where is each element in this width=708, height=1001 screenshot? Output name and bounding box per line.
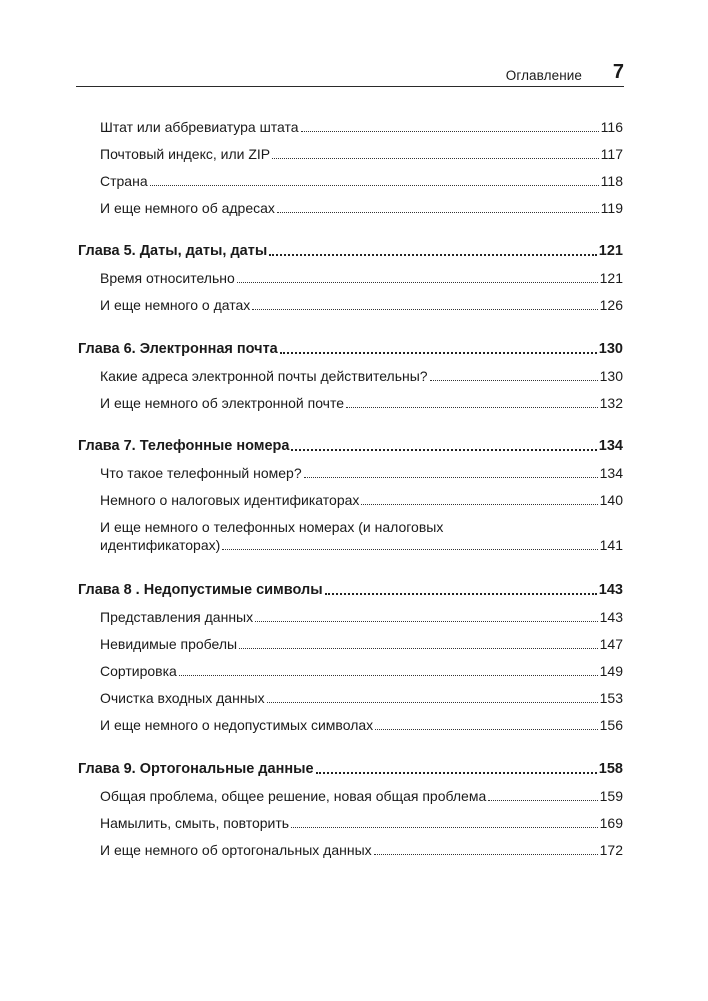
toc-entry — [100, 814, 623, 832]
section-title: Оглавление — [505, 68, 582, 83]
dot-leader — [269, 253, 597, 256]
toc-chapter-9 — [78, 760, 623, 778]
dot-leader — [277, 211, 599, 213]
toc-entry — [100, 689, 623, 707]
dot-leader — [374, 853, 598, 855]
toc-entry — [100, 394, 623, 412]
toc-entry — [100, 118, 623, 136]
toc-entry — [100, 635, 623, 653]
dot-leader — [237, 281, 598, 283]
toc-entry-title: Немного о налоговых идентификаторах — [100, 492, 360, 508]
toc-entry-title: Представления данных — [100, 609, 254, 625]
dot-leader — [252, 308, 597, 310]
chapter-title: Глава 8 . Недопустимые символы — [78, 582, 323, 598]
toc-chapter-8 — [78, 581, 623, 599]
chapter-title: Глава 6. Электронная почта — [78, 341, 278, 357]
toc-entry-page: 143 — [599, 609, 623, 625]
toc-entry — [100, 464, 623, 482]
chapter-title: Глава 7. Телефонные номера — [78, 438, 290, 454]
dot-leader — [316, 771, 597, 774]
dot-leader — [361, 503, 597, 505]
toc-entry-page: 153 — [599, 690, 623, 706]
chapter-page: 143 — [598, 582, 623, 598]
toc-entry-page: 134 — [599, 465, 623, 481]
toc-chapter-6 — [78, 340, 623, 358]
toc-entry — [100, 296, 623, 314]
toc-entry-page: 147 — [599, 636, 623, 652]
dot-leader — [346, 406, 598, 408]
toc-entry-title: И еще немного об адресах — [100, 200, 275, 216]
dot-leader — [280, 351, 597, 354]
toc-entry-page: 119 — [600, 200, 623, 216]
running-header — [76, 60, 624, 87]
toc-entry-page: 169 — [599, 815, 623, 831]
toc-entry-page: 118 — [600, 173, 623, 189]
toc-entry-line2 — [100, 536, 623, 554]
toc-entry-page: 126 — [599, 297, 623, 313]
dot-leader — [488, 799, 597, 801]
toc-entry — [100, 145, 623, 163]
toc-entry-multiline — [100, 518, 623, 554]
dot-leader — [239, 647, 598, 649]
toc-entry-title: И еще немного об электронной почте — [100, 395, 345, 411]
toc-entry-title: Почтовый индекс, или ZIP — [100, 146, 271, 162]
toc-entry-title: Общая проблема, общее решение, новая общая проблема — [100, 788, 487, 804]
chapter-page: 134 — [598, 438, 623, 454]
dot-leader — [222, 548, 597, 550]
toc-entry — [100, 608, 623, 626]
dot-leader — [301, 130, 599, 132]
toc-chapter-7 — [78, 437, 623, 455]
toc-entry-page: 141 — [599, 537, 623, 553]
toc-entry — [100, 172, 623, 190]
toc-entry-page: 156 — [599, 717, 623, 733]
toc-entry-page: 172 — [599, 842, 623, 858]
toc-entry-page: 140 — [599, 492, 623, 508]
dot-leader — [291, 826, 598, 828]
toc-entry-title: Невидимые пробелы — [100, 636, 238, 652]
toc-entry — [100, 269, 623, 287]
toc-entry-title: Страна — [100, 173, 148, 189]
chapter-page: 158 — [598, 761, 623, 777]
toc-entry-title: Какие адреса электронной почты действительны? — [100, 368, 428, 384]
toc-entry-title-line2: идентификаторах) — [100, 537, 221, 553]
toc-entry-title: Время относительно — [100, 270, 235, 286]
dot-leader — [375, 728, 597, 730]
toc-entry-title: Сортировка — [100, 663, 177, 679]
toc-entry-title: Очистка входных данных — [100, 690, 265, 706]
chapter-page: 121 — [598, 243, 623, 259]
dot-leader — [325, 592, 597, 595]
toc-entry — [100, 841, 623, 859]
toc-entry — [100, 662, 623, 680]
toc-entry — [100, 787, 623, 805]
toc-entry-page: 149 — [599, 663, 623, 679]
toc-entry-title: И еще немного об ортогональных данных — [100, 842, 372, 858]
toc-entry-page: 121 — [599, 270, 623, 286]
toc-entry-title: Штат или аббревиатура штата — [100, 119, 299, 135]
toc-entry — [100, 199, 623, 217]
toc-entry-page: 130 — [599, 368, 623, 384]
dot-leader — [430, 379, 598, 381]
toc-entry-page: 132 — [599, 395, 623, 411]
chapter-page: 130 — [598, 341, 623, 357]
toc-entry-page: 159 — [599, 788, 623, 804]
toc-entry-title: Что такое телефонный номер? — [100, 465, 302, 481]
chapter-title: Глава 5. Даты, даты, даты — [78, 243, 268, 259]
dot-leader — [272, 157, 599, 159]
dot-leader — [150, 184, 599, 186]
dot-leader — [255, 620, 598, 622]
dot-leader — [179, 674, 598, 676]
toc-entry-page: 117 — [600, 146, 623, 162]
page-number: 7 — [612, 61, 624, 83]
toc-entry-page: 116 — [600, 119, 623, 135]
chapter-title: Глава 9. Ортогональные данные — [78, 761, 314, 777]
toc-entry — [100, 491, 623, 509]
toc-entry — [100, 716, 623, 734]
toc-entry-title: И еще немного о недопустимых символах — [100, 717, 374, 733]
dot-leader — [304, 476, 598, 478]
toc-entry-title: И еще немного о датах — [100, 297, 251, 313]
toc-entry — [100, 367, 623, 385]
toc-entry-title-line1: И еще немного о телефонных номерах (и налоговых — [100, 519, 444, 535]
dot-leader — [267, 701, 598, 703]
toc-entry-title: Намылить, смыть, повторить — [100, 815, 290, 831]
toc-chapter-5 — [78, 242, 623, 260]
dot-leader — [291, 448, 596, 451]
